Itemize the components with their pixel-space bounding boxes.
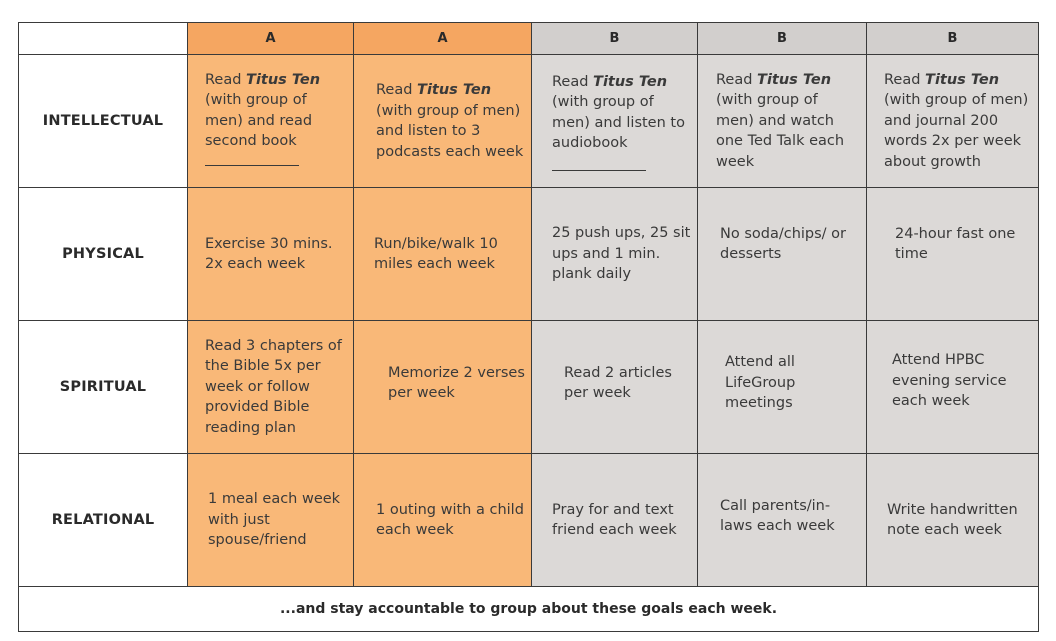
column-header: B [532,23,698,55]
goal-cell: Call parents/in-laws each week [698,454,867,587]
book-title: Titus Ten [925,71,1000,88]
row-label: SPIRITUAL [19,321,188,454]
table-row [19,55,1039,188]
goal-cell: Read 2 articles per week [532,321,698,454]
goal-cell: Read Titus Ten (with group of men) and journal 200 words 2x per week about growth [867,55,1039,188]
column-header: A [354,23,532,55]
book-title: Titus Ten [593,73,668,90]
goal-cell: Read 3 chapters of the Bible 5x per week or follow provided Bible reading plan [188,321,354,454]
goal-cell: Memorize 2 verses per week [354,321,532,454]
corner-cell [19,23,188,55]
goal-cell: 25 push ups, 25 sit ups and 1 min. plank daily [532,188,698,321]
goal-cell: 24-hour fast one time [867,188,1039,321]
goal-cell: Attend HPBC evening service each week [867,321,1039,454]
row-label: PHYSICAL [19,188,188,321]
table-row [19,188,1039,321]
table-row [19,321,1039,454]
goal-cell: Pray for and text friend each week [532,454,698,587]
footer-row [19,587,1039,632]
book-title: Titus Ten [417,82,492,98]
row-label: RELATIONAL [19,454,188,587]
goal-cell: Exercise 30 mins. 2x each week [188,188,354,321]
book-title: Titus Ten [246,71,321,88]
goal-cell: Read Titus Ten (with group of men) and listen to 3 podcasts each week [354,55,532,188]
goal-cell: Read Titus Ten (with group of men) and listen to audiobook [532,55,698,188]
table-row [19,454,1039,587]
goal-cell: Read Titus Ten (with group of men) and watch one Ted Talk each week [698,55,867,188]
goal-cell: No soda/chips/ or desserts [698,188,867,321]
goals-table [18,22,1039,632]
column-header: A [188,23,354,55]
goal-cell: Read Titus Ten (with group of men) and read second book [188,55,354,188]
fill-in-blank [552,154,646,171]
goal-cell: 1 outing with a child each week [354,454,532,587]
footer-note: ...and stay accountable to group about these goals each week. [19,587,1039,632]
fill-in-blank [205,153,299,166]
goal-cell: Run/bike/walk 10 miles each week [354,188,532,321]
header-row [19,23,1039,55]
column-header: B [698,23,867,55]
book-title: Titus Ten [757,71,832,88]
goal-cell: Attend all LifeGroup meetings [698,321,867,454]
column-header: B [867,23,1039,55]
row-label: INTELLECTUAL [19,55,188,188]
goal-cell: Write handwritten note each week [867,454,1039,587]
goal-cell: 1 meal each week with just spouse/friend [188,454,354,587]
